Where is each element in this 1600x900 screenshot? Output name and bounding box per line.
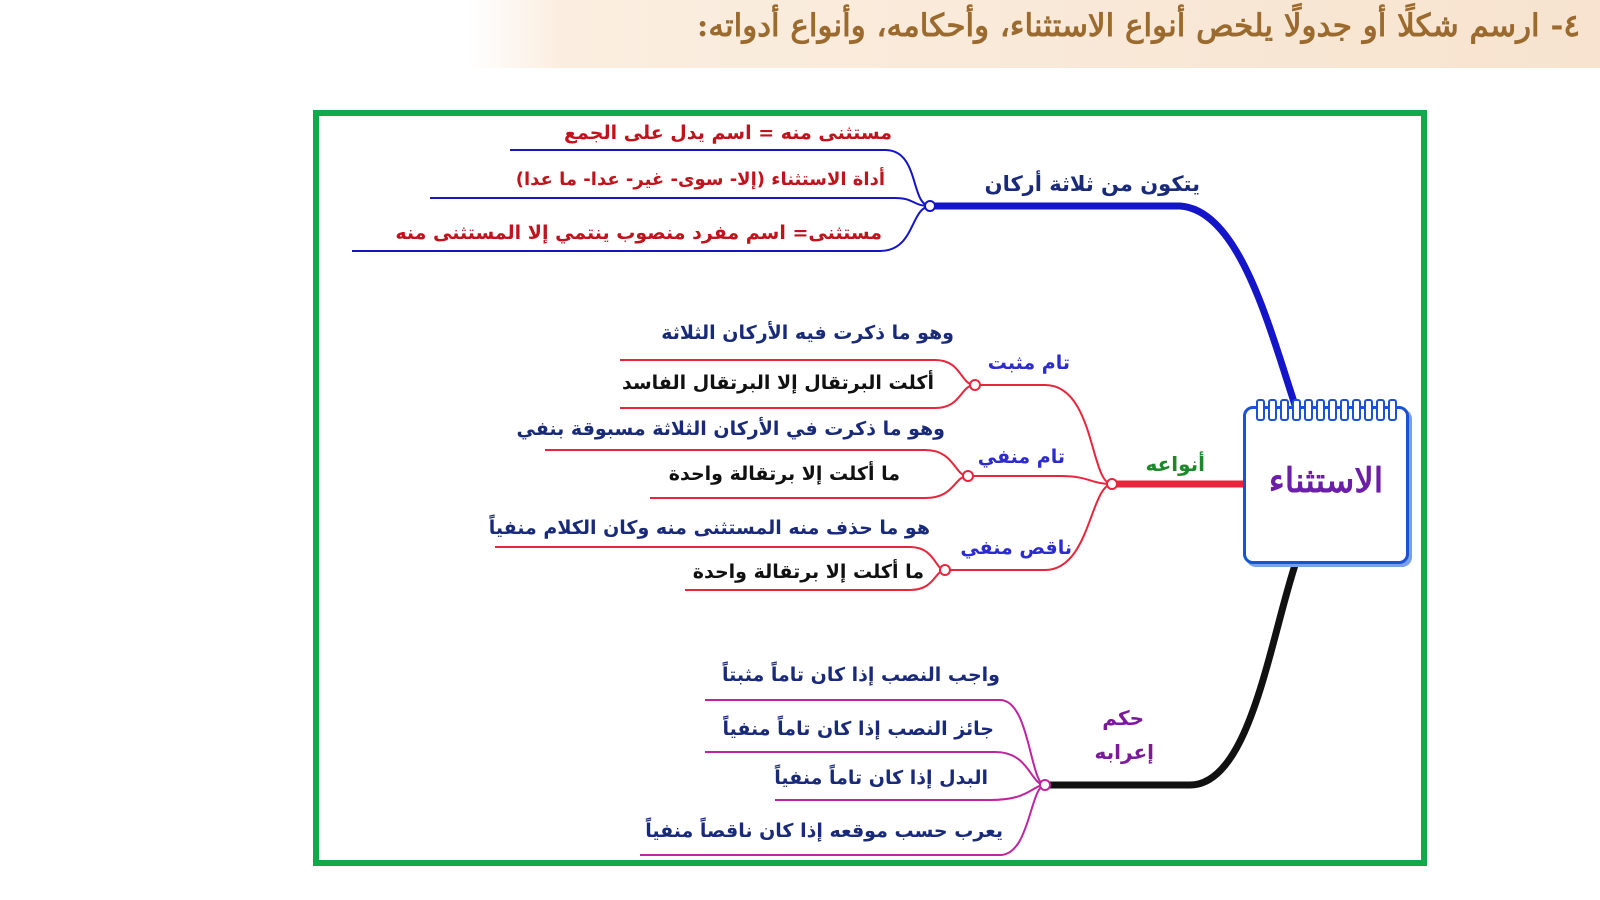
ruling-item: البدل إذا كان تاماً منفياً <box>774 767 988 789</box>
trunk-rulings <box>1045 562 1296 785</box>
junction-type-3 <box>940 565 950 575</box>
type-example: ما أكلت إلا برتقالة واحدة <box>668 463 900 485</box>
junction-types <box>1107 479 1117 489</box>
rulings-label-line1: حكم <box>1102 706 1144 730</box>
junction-rulings <box>1040 780 1050 790</box>
spiral-binding <box>1254 399 1398 419</box>
type-example: أكلت البرتقال إلا البرتقال الفاسد <box>622 372 934 394</box>
question-text: ٤- ارسم شكلًا أو جدولًا يلخص أنواع الاستثناء، وأحكامه، وأنواع أدواته: <box>696 8 1580 44</box>
pillar-item: مستثنى منه = اسم يدل على الجمع <box>564 122 892 144</box>
type-label: تام منفي <box>977 446 1065 468</box>
rulings-label-line2: إعرابه <box>1094 740 1154 764</box>
type-label: ناقص منفي <box>960 537 1072 559</box>
center-node <box>1243 406 1409 564</box>
type-example: ما أكلت إلا برتقالة واحدة <box>692 561 924 583</box>
pillars-label: يتكون من ثلاثة أركان <box>984 172 1200 196</box>
type-definition: وهو ما ذكرت في الأركان الثلاثة مسبوقة بنفي <box>516 418 945 440</box>
ruling-item: واجب النصب إذا كان تاماً مثبتاً <box>722 664 1000 686</box>
center-label: الاستثناء <box>1268 461 1384 501</box>
pillar-item: أداة الاستثناء (إلا- سوى- غير- عدا- ما عدا) <box>515 169 885 190</box>
junction-type-1 <box>970 380 980 390</box>
junction-type-2 <box>963 471 973 481</box>
type-definition: هو ما حذف منه المستثنى منه وكان الكلام منفياً <box>488 517 930 539</box>
type-label: تام مثبت <box>987 352 1070 374</box>
ruling-item: يعرب حسب موقعه إذا كان ناقصاً منفياً <box>645 820 1003 842</box>
pillar-item: مستثنى= اسم مفرد منصوب ينتمي إلا المستثنى منه <box>395 222 882 244</box>
ruling-item: جائز النصب إذا كان تاماً منفياً <box>722 718 994 740</box>
junction-pillars <box>925 201 935 211</box>
type-definition: وهو ما ذكرت فيه الأركان الثلاثة <box>661 322 954 344</box>
types-label: أنواعه <box>1145 452 1205 476</box>
trunk-pillars <box>930 206 1296 408</box>
